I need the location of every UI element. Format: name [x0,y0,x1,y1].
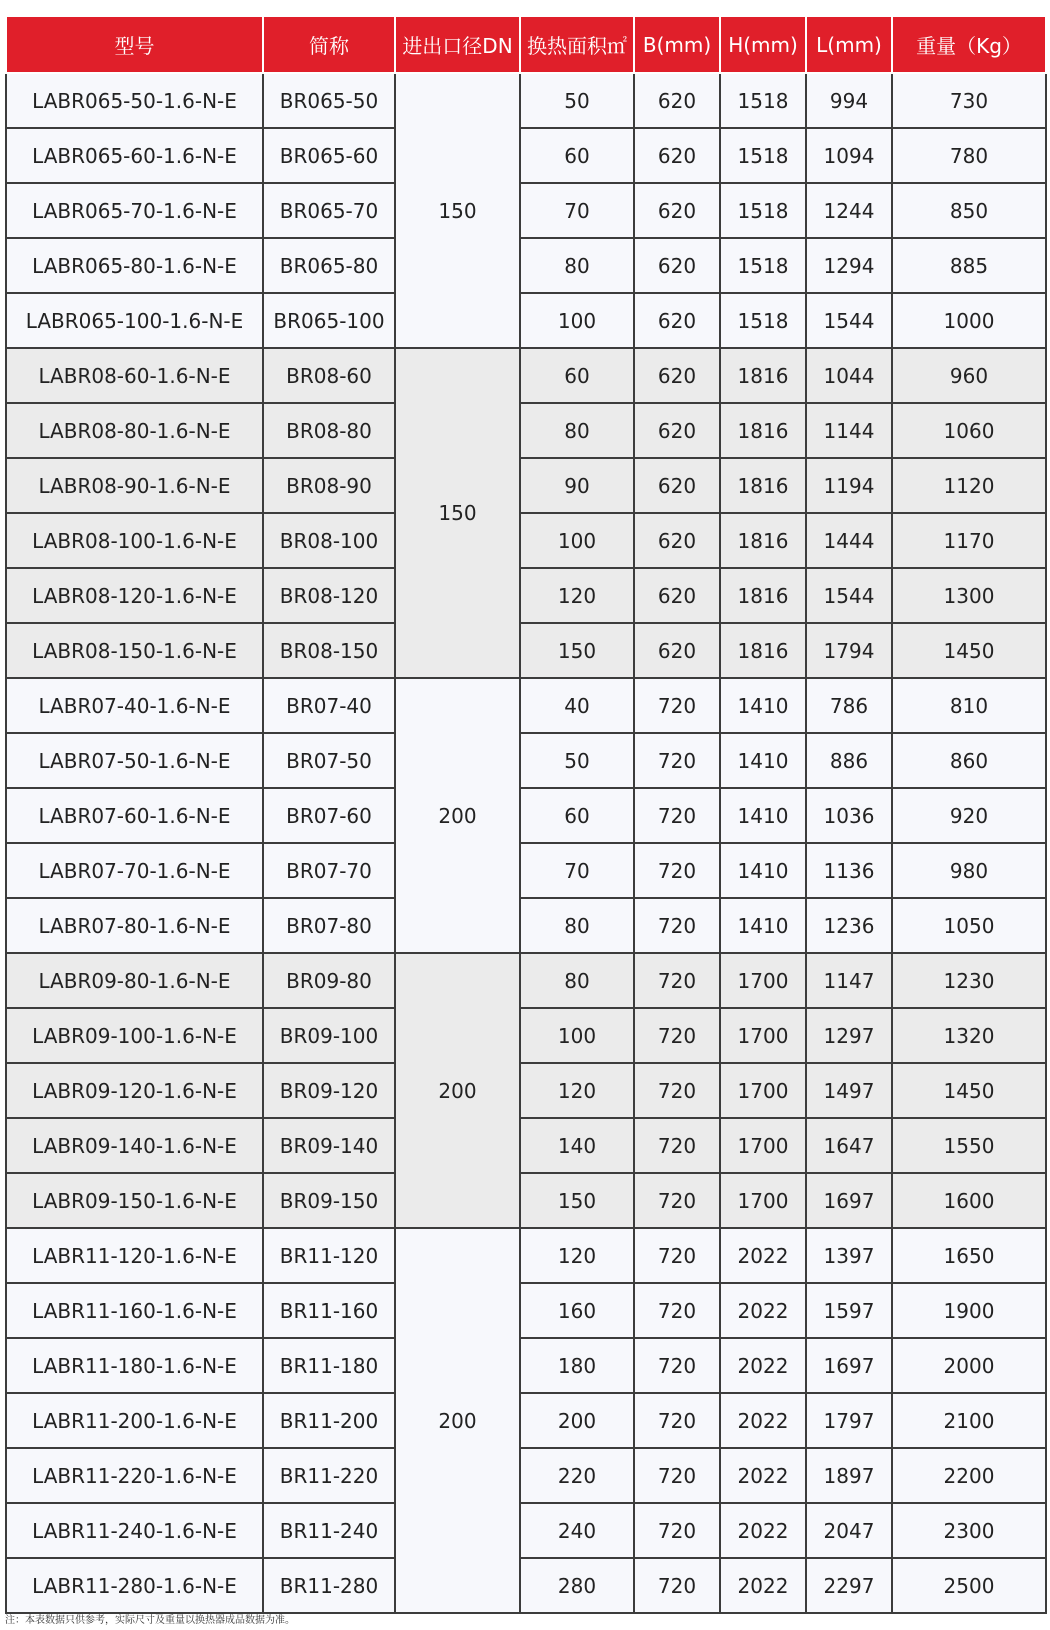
cell-weight: 1050 [892,898,1046,953]
cell-weight: 960 [892,348,1046,403]
cell-b: 620 [634,238,720,293]
cell-model: LABR07-60-1.6-N-E [6,788,263,843]
cell-b: 720 [634,1118,720,1173]
table-row [6,568,1046,623]
cell-short-name: BR07-40 [263,678,395,733]
cell-h: 2022 [720,1558,806,1613]
cell-model: LABR11-220-1.6-N-E [6,1448,263,1503]
cell-short-name: BR065-100 [263,293,395,348]
cell-weight: 1320 [892,1008,1046,1063]
cell-h: 1816 [720,458,806,513]
cell-l: 786 [806,678,892,733]
cell-b: 620 [634,513,720,568]
header-weight: 重量（Kg） [892,16,1046,73]
cell-weight: 980 [892,843,1046,898]
cell-model: LABR08-60-1.6-N-E [6,348,263,403]
cell-weight: 885 [892,238,1046,293]
cell-l: 1897 [806,1448,892,1503]
cell-b: 720 [634,1228,720,1283]
cell-model: LABR11-180-1.6-N-E [6,1338,263,1393]
cell-model: LABR065-80-1.6-N-E [6,238,263,293]
table-row [6,1063,1046,1118]
cell-area: 120 [520,1228,634,1283]
cell-weight: 850 [892,183,1046,238]
cell-h: 1816 [720,568,806,623]
spec-table [5,15,1047,1614]
cell-l: 1036 [806,788,892,843]
cell-short-name: BR08-120 [263,568,395,623]
cell-short-name: BR11-180 [263,1338,395,1393]
cell-short-name: BR08-80 [263,403,395,458]
cell-weight: 1170 [892,513,1046,568]
cell-h: 1700 [720,1118,806,1173]
table-row [6,348,1046,403]
cell-weight: 1230 [892,953,1046,1008]
cell-h: 2022 [720,1338,806,1393]
cell-l: 1544 [806,568,892,623]
table-row [6,1283,1046,1338]
table-row [6,678,1046,733]
header-l: L(mm) [806,16,892,73]
cell-area: 100 [520,513,634,568]
table-row [6,1393,1046,1448]
cell-model: LABR08-90-1.6-N-E [6,458,263,513]
cell-short-name: BR065-60 [263,128,395,183]
cell-dn: 200 [395,678,520,953]
cell-b: 720 [634,1063,720,1118]
cell-model: LABR07-80-1.6-N-E [6,898,263,953]
table-row [6,1008,1046,1063]
cell-weight: 1550 [892,1118,1046,1173]
cell-weight: 1000 [892,293,1046,348]
table-row [6,1448,1046,1503]
cell-b: 620 [634,293,720,348]
cell-area: 280 [520,1558,634,1613]
cell-h: 1518 [720,73,806,128]
table-row [6,733,1046,788]
cell-b: 720 [634,1393,720,1448]
cell-l: 1144 [806,403,892,458]
cell-l: 1244 [806,183,892,238]
cell-model: LABR11-160-1.6-N-E [6,1283,263,1338]
cell-model: LABR065-60-1.6-N-E [6,128,263,183]
cell-weight: 1600 [892,1173,1046,1228]
cell-l: 1797 [806,1393,892,1448]
cell-l: 1397 [806,1228,892,1283]
footnote: 注：本表数据只供参考，实际尺寸及重量以换热器成品数据为准。 [5,1615,295,1626]
cell-h: 1518 [720,238,806,293]
cell-l: 1147 [806,953,892,1008]
cell-l: 1697 [806,1338,892,1393]
cell-b: 720 [634,1338,720,1393]
cell-weight: 1650 [892,1228,1046,1283]
cell-b: 720 [634,843,720,898]
cell-short-name: BR11-240 [263,1503,395,1558]
cell-model: LABR09-80-1.6-N-E [6,953,263,1008]
cell-b: 620 [634,183,720,238]
cell-short-name: BR11-120 [263,1228,395,1283]
cell-b: 720 [634,733,720,788]
cell-model: LABR11-200-1.6-N-E [6,1393,263,1448]
cell-area: 40 [520,678,634,733]
cell-h: 1410 [720,898,806,953]
cell-b: 720 [634,1283,720,1338]
cell-weight: 780 [892,128,1046,183]
cell-l: 2297 [806,1558,892,1613]
header-dn: 进出口径DN [395,16,520,73]
cell-b: 720 [634,1558,720,1613]
cell-area: 80 [520,898,634,953]
cell-h: 1816 [720,403,806,458]
cell-short-name: BR08-150 [263,623,395,678]
cell-h: 1518 [720,293,806,348]
cell-l: 1544 [806,293,892,348]
cell-l: 1044 [806,348,892,403]
cell-short-name: BR08-90 [263,458,395,513]
table-row [6,128,1046,183]
cell-area: 50 [520,733,634,788]
cell-model: LABR08-150-1.6-N-E [6,623,263,678]
cell-area: 220 [520,1448,634,1503]
cell-short-name: BR065-70 [263,183,395,238]
cell-h: 1816 [720,623,806,678]
cell-model: LABR08-100-1.6-N-E [6,513,263,568]
cell-l: 1497 [806,1063,892,1118]
cell-l: 1794 [806,623,892,678]
table-row [6,183,1046,238]
cell-b: 620 [634,348,720,403]
cell-short-name: BR11-160 [263,1283,395,1338]
cell-area: 120 [520,568,634,623]
cell-l: 994 [806,73,892,128]
cell-area: 160 [520,1283,634,1338]
cell-weight: 810 [892,678,1046,733]
cell-short-name: BR07-80 [263,898,395,953]
cell-dn: 150 [395,348,520,678]
header-short-name: 简称 [263,16,395,73]
cell-h: 1518 [720,183,806,238]
cell-b: 720 [634,1173,720,1228]
cell-area: 80 [520,953,634,1008]
header-b: B(mm) [634,16,720,73]
table-body [6,73,1046,1613]
cell-weight: 920 [892,788,1046,843]
table-row [6,1118,1046,1173]
cell-model: LABR07-40-1.6-N-E [6,678,263,733]
table-row [6,1558,1046,1613]
cell-short-name: BR09-100 [263,1008,395,1063]
cell-l: 1297 [806,1008,892,1063]
cell-short-name: BR09-150 [263,1173,395,1228]
cell-model: LABR07-50-1.6-N-E [6,733,263,788]
cell-model: LABR08-80-1.6-N-E [6,403,263,458]
cell-dn: 200 [395,953,520,1228]
cell-model: LABR11-120-1.6-N-E [6,1228,263,1283]
cell-weight: 2100 [892,1393,1046,1448]
cell-short-name: BR09-80 [263,953,395,1008]
cell-model: LABR11-280-1.6-N-E [6,1558,263,1613]
cell-weight: 730 [892,73,1046,128]
cell-short-name: BR09-140 [263,1118,395,1173]
table-row [6,898,1046,953]
table-row [6,1228,1046,1283]
cell-short-name: BR07-70 [263,843,395,898]
table-row [6,1503,1046,1558]
cell-h: 1700 [720,1063,806,1118]
cell-model: LABR11-240-1.6-N-E [6,1503,263,1558]
cell-weight: 1900 [892,1283,1046,1338]
cell-l: 1444 [806,513,892,568]
header-model: 型号 [6,16,263,73]
table-row [6,403,1046,458]
cell-weight: 2000 [892,1338,1046,1393]
table-row [6,843,1046,898]
cell-h: 1410 [720,678,806,733]
cell-short-name: BR07-60 [263,788,395,843]
cell-short-name: BR11-280 [263,1558,395,1613]
table-row [6,623,1046,678]
cell-b: 720 [634,898,720,953]
cell-l: 1697 [806,1173,892,1228]
cell-short-name: BR11-200 [263,1393,395,1448]
cell-b: 720 [634,953,720,1008]
table-row [6,73,1046,128]
table-row [6,513,1046,568]
cell-short-name: BR08-60 [263,348,395,403]
cell-weight: 1120 [892,458,1046,513]
cell-area: 80 [520,238,634,293]
cell-l: 1094 [806,128,892,183]
table-header-row [6,16,1046,73]
cell-area: 80 [520,403,634,458]
table-row [6,458,1046,513]
cell-b: 720 [634,678,720,733]
cell-dn: 200 [395,1228,520,1613]
cell-area: 150 [520,1173,634,1228]
cell-area: 150 [520,623,634,678]
header-area: 换热面积㎡ [520,16,634,73]
cell-weight: 1450 [892,1063,1046,1118]
cell-h: 2022 [720,1283,806,1338]
cell-model: LABR07-70-1.6-N-E [6,843,263,898]
cell-weight: 860 [892,733,1046,788]
cell-h: 1410 [720,733,806,788]
cell-model: LABR065-50-1.6-N-E [6,73,263,128]
cell-short-name: BR065-80 [263,238,395,293]
cell-l: 1236 [806,898,892,953]
cell-weight: 1300 [892,568,1046,623]
cell-weight: 2300 [892,1503,1046,1558]
cell-model: LABR09-150-1.6-N-E [6,1173,263,1228]
cell-b: 620 [634,568,720,623]
cell-l: 1136 [806,843,892,898]
cell-short-name: BR065-50 [263,73,395,128]
cell-l: 1647 [806,1118,892,1173]
cell-weight: 2200 [892,1448,1046,1503]
cell-h: 1700 [720,1008,806,1063]
cell-short-name: BR08-100 [263,513,395,568]
cell-area: 50 [520,73,634,128]
cell-b: 720 [634,1448,720,1503]
cell-area: 70 [520,183,634,238]
cell-l: 1294 [806,238,892,293]
table-row [6,953,1046,1008]
cell-model: LABR09-100-1.6-N-E [6,1008,263,1063]
table-row [6,1173,1046,1228]
cell-area: 60 [520,128,634,183]
cell-model: LABR065-100-1.6-N-E [6,293,263,348]
cell-weight: 1060 [892,403,1046,458]
cell-short-name: BR11-220 [263,1448,395,1503]
cell-b: 620 [634,128,720,183]
cell-b: 720 [634,1008,720,1063]
cell-area: 60 [520,788,634,843]
cell-b: 620 [634,458,720,513]
cell-h: 1700 [720,953,806,1008]
cell-area: 140 [520,1118,634,1173]
cell-h: 1816 [720,348,806,403]
cell-model: LABR09-140-1.6-N-E [6,1118,263,1173]
cell-model: LABR09-120-1.6-N-E [6,1063,263,1118]
cell-b: 720 [634,1503,720,1558]
cell-b: 620 [634,403,720,458]
cell-h: 2022 [720,1228,806,1283]
cell-area: 100 [520,293,634,348]
cell-h: 2022 [720,1393,806,1448]
cell-model: LABR065-70-1.6-N-E [6,183,263,238]
cell-h: 2022 [720,1448,806,1503]
cell-short-name: BR07-50 [263,733,395,788]
cell-l: 2047 [806,1503,892,1558]
table-row [6,293,1046,348]
table-row [6,238,1046,293]
cell-h: 1700 [720,1173,806,1228]
cell-area: 120 [520,1063,634,1118]
cell-l: 1194 [806,458,892,513]
cell-dn: 150 [395,73,520,348]
cell-h: 1518 [720,128,806,183]
cell-weight: 2500 [892,1558,1046,1613]
cell-h: 1410 [720,843,806,898]
cell-h: 1410 [720,788,806,843]
cell-area: 240 [520,1503,634,1558]
cell-model: LABR08-120-1.6-N-E [6,568,263,623]
header-h: H(mm) [720,16,806,73]
cell-short-name: BR09-120 [263,1063,395,1118]
cell-area: 90 [520,458,634,513]
cell-area: 60 [520,348,634,403]
table-row [6,788,1046,843]
cell-area: 200 [520,1393,634,1448]
spec-table-container [5,15,1045,1614]
cell-l: 886 [806,733,892,788]
cell-weight: 1450 [892,623,1046,678]
cell-area: 180 [520,1338,634,1393]
cell-area: 100 [520,1008,634,1063]
cell-b: 720 [634,788,720,843]
cell-b: 620 [634,623,720,678]
cell-l: 1597 [806,1283,892,1338]
cell-b: 620 [634,73,720,128]
table-row [6,1338,1046,1393]
cell-area: 70 [520,843,634,898]
cell-h: 2022 [720,1503,806,1558]
cell-h: 1816 [720,513,806,568]
